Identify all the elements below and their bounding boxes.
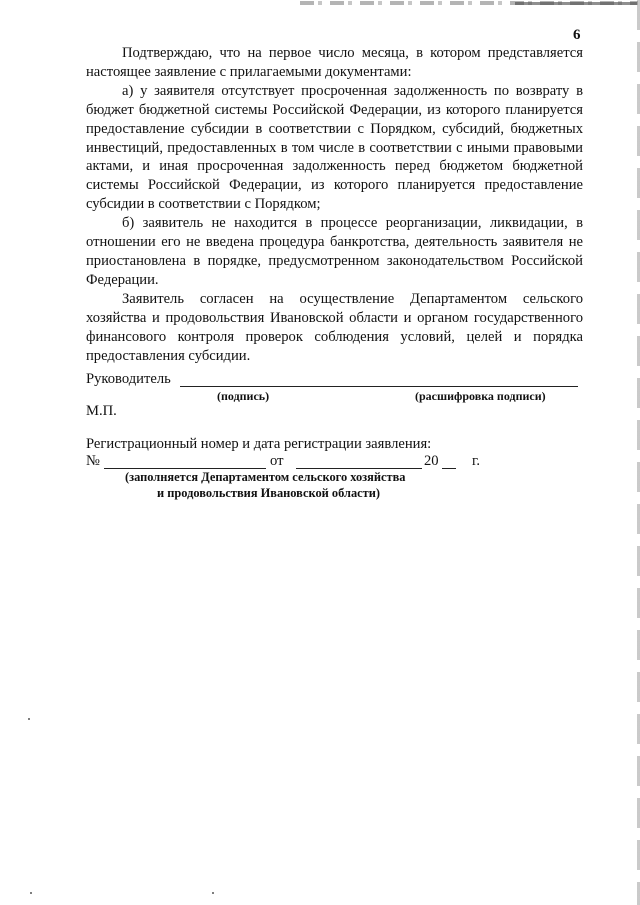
registration-note <box>125 470 415 501</box>
page-number: 6 <box>573 27 581 43</box>
paragraph-item-b: б) заявитель не находится в процессе реорганизации, ликвидации, в отношении его не введена процедура банкротства, деятельность заявителя не приостановлена в порядке, предусмотренном законодательством Российской Федерации. <box>86 215 583 288</box>
registration-note-line2: и продовольствия Ивановской области) <box>157 485 380 500</box>
registration-note-line1: (заполняется Департаментом сельского хозяйства <box>125 470 406 484</box>
paragraph-consent: Заявитель согласен на осуществление Департаментом сельского хозяйства и продовольствия Ивановской области и органом государственного финансового контроля проверок соблюдения условий, целей и порядка предоставления субсидии. <box>86 290 583 364</box>
registration-year-suffix: г. <box>472 453 480 469</box>
paragraph-item-a: а) у заявителя отсутствует просроченная задолженность по возврату в бюджет бюджетной системы Российской Федерации, из которого планируется предоставление субсидии в соответствии с Порядком, субсидий, бюджетных инвестиций, предоставленных в том числе в соответствии с иными правовыми актами, и иная просроченная задолженность перед бюджетом бюджетной системы Российской Федерации, из которого планируется предоставление субсидии в соответствии с Порядком; <box>86 82 583 213</box>
signature-decryption-caption: (расшифровка подписи) <box>415 389 546 403</box>
registration-heading: Регистрационный номер и дата регистрации заявления: <box>86 436 432 452</box>
signature-caption: (подпись) <box>217 389 270 403</box>
registration-number-prefix: № <box>86 453 100 469</box>
director-label: Руководитель <box>86 371 171 387</box>
stamp-placeholder: М.П. <box>86 403 117 419</box>
registration-year-field[interactable] <box>442 468 456 469</box>
document-body <box>86 44 583 365</box>
registration-date-field[interactable] <box>296 468 422 469</box>
registration-date-prefix: от <box>270 453 284 469</box>
scan-artifact-top-dark <box>515 2 637 5</box>
scan-speck <box>30 892 32 894</box>
scan-speck <box>212 892 214 894</box>
scan-speck <box>28 718 30 720</box>
paragraph-confirmation: Подтверждаю, что на первое число месяца, в котором представляется настоящее заявление с прилагаемыми документами: <box>86 45 583 80</box>
signature-row <box>86 371 586 391</box>
registration-year-prefix: 20 <box>424 453 439 469</box>
signature-decryption-field[interactable] <box>387 386 578 387</box>
signature-field[interactable] <box>180 386 405 387</box>
registration-number-field[interactable] <box>104 468 266 469</box>
